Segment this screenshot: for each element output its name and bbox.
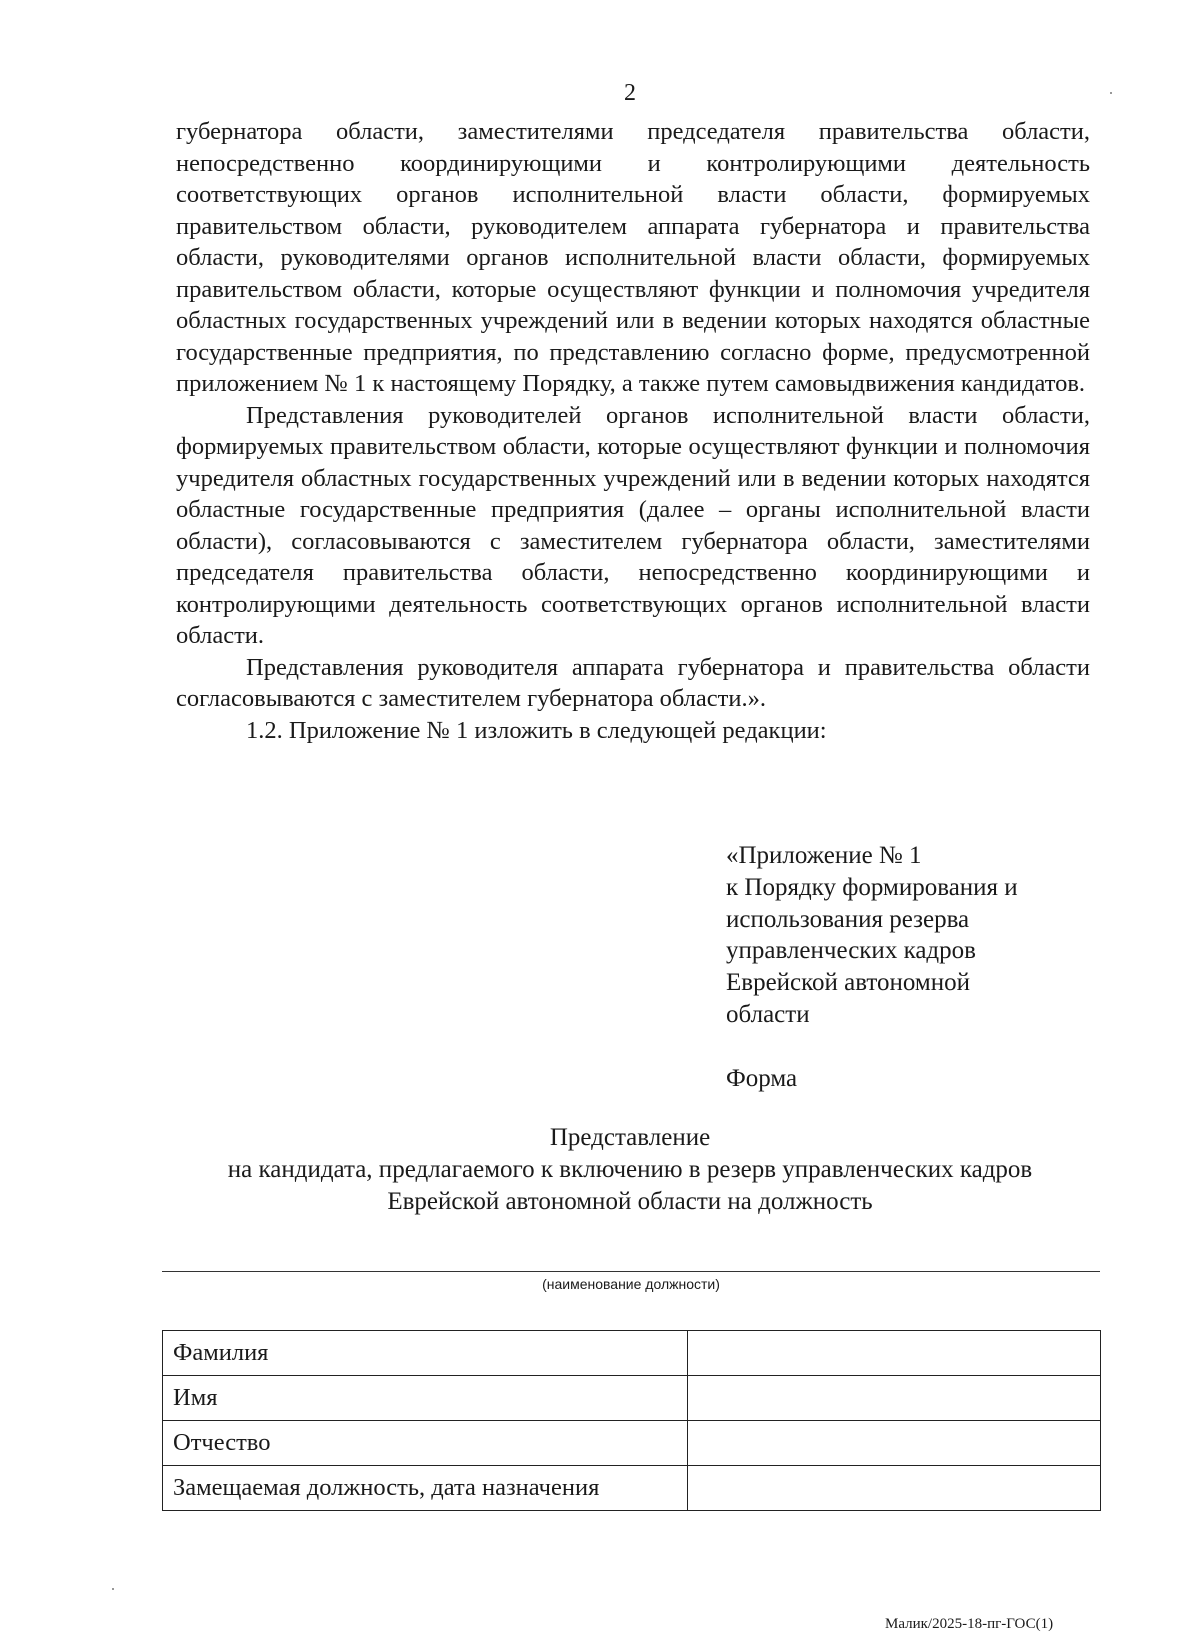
appendix-line: к Порядку формирования и: [726, 873, 1018, 901]
paragraph-continuation: губернатора области, заместителями председателя правительства области, непосредственно координирующими и контролирующими деятельность соответствующих органов исполнительной власти области, формируемых правительством области, руководителем аппарата губернатора и правительства области, руководителями органов исполнительной власти области, формируемых правительством области, которые осуществляют функции и полномочия учредителя областных государственных учреждений или в ведении которых находятся областные государственные предприятия, по представлению согласно форме, предусмотренной приложением № 1 к настоящему Порядку, а также путем самовыдвижения кандидатов.: [176, 118, 1090, 397]
body-text: [176, 116, 1090, 746]
row-label-surname: Фамилия: [163, 1331, 688, 1376]
appendix-line: Еврейской автономной: [726, 969, 971, 997]
form-title: [150, 1122, 1110, 1218]
form-label: Форма: [726, 1065, 798, 1092]
position-name-line: [162, 1271, 1100, 1272]
form-title-line: на кандидата, предлагаемого к включению в резерв управленческих кадров: [227, 1156, 1033, 1183]
scan-speck: [112, 1588, 114, 1590]
paragraph-submissions: Представления руководителей органов исполнительной власти области, формируемых правительством области, которые осуществляют функции и полномочия учредителя областных государственных учреждений или в ведении которых находятся областные государственные предприятия (далее – органы исполнительной власти области), согласовываются с заместителем губернатора области, заместителями председателя правительства области, непосредственно координирующими и контролирующими деятельность соответствующих органов исполнительной власти области.: [176, 401, 1090, 649]
row-label-name: Имя: [163, 1376, 688, 1421]
row-value-patronymic: [688, 1421, 1101, 1466]
footer-document-code: Малик/2025-18-пг-ГОС(1): [885, 1616, 1054, 1632]
appendix-line: управленческих кадров: [726, 937, 976, 965]
row-value-surname: [688, 1331, 1101, 1376]
row-label-patronymic: Отчество: [163, 1421, 688, 1466]
table-row: [163, 1466, 1101, 1511]
appendix-block: [726, 840, 1106, 1031]
table-row: [163, 1376, 1101, 1421]
appendix-line: «Приложение № 1: [726, 842, 922, 869]
scan-speck: [1110, 92, 1112, 94]
page-number: 2: [624, 80, 636, 106]
table-row: [163, 1421, 1101, 1466]
table-row: [163, 1331, 1101, 1376]
row-value-name: [688, 1376, 1101, 1421]
row-label-position: Замещаемая должность, дата назначения: [163, 1466, 688, 1511]
position-name-caption: (наименование должности): [542, 1276, 720, 1292]
row-value-position: [688, 1466, 1101, 1511]
appendix-line: области: [726, 1000, 810, 1028]
appendix-line: использования резерва: [726, 905, 970, 933]
candidate-table: [162, 1330, 1101, 1511]
paragraph-apparatus: Представления руководителя аппарата губернатора и правительства области согласовываются с заместителем губернатора области.».: [176, 653, 1090, 712]
form-title-line: Представление: [549, 1124, 711, 1151]
form-title-line: Еврейской автономной области на должность: [387, 1188, 873, 1215]
paragraph-clause-1-2: 1.2. Приложение № 1 изложить в следующей редакции:: [246, 716, 827, 744]
